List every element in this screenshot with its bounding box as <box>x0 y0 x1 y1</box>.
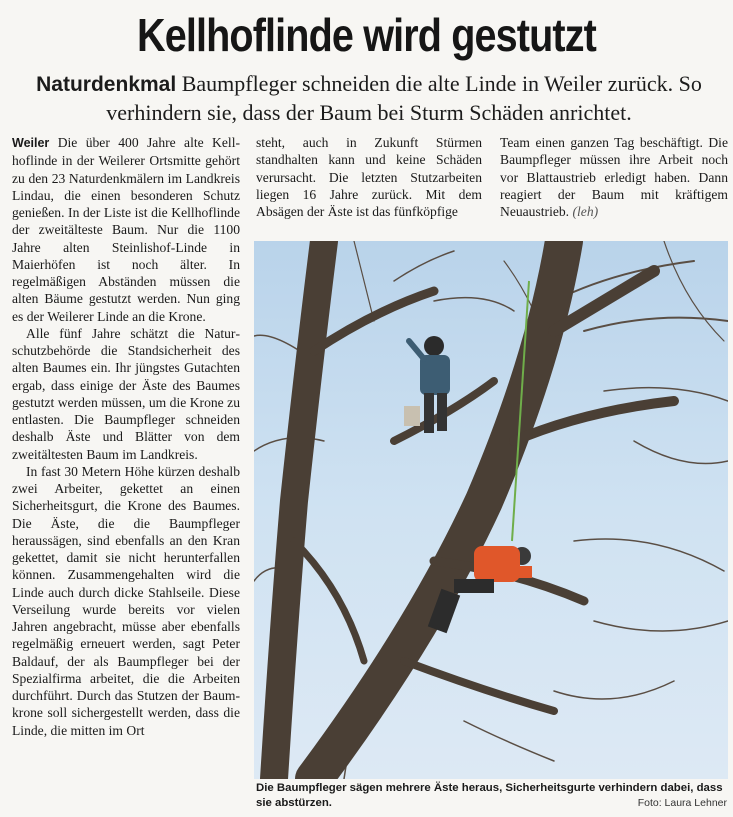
photo-caption: Die Baumpfleger sägen mehrere Äste heraus, Sicherheitsgurte verhindern dabei, dass sie abstürzen. <box>256 782 723 809</box>
author-signature: (leh) <box>572 204 599 219</box>
column-3-text: Team einen ganzen Tag beschäftigt. Die Baumpfleger müssen ihre Arbeit noch vor Blattaustrieb erledigt haben. Dann reagiert der Baum mit kräftigem Neuaustrieb. <box>500 135 728 219</box>
article-column-2 <box>256 134 482 226</box>
paragraph-2: Alle fünf Jahre schätzt die Naturschutzbehörde die Standsicherheit des alten Baumes ein. Ihr jüngstes Gutachten ergab, dass einige der Äste des Baumes gestutzt werden müssen, um die Krone zu entlasten. Die Baumpfleger schneiden deshalb Äste und Blätter von dem zweitältesten Baum im Landkreis. <box>12 325 240 462</box>
column-3-paragraph <box>500 134 728 220</box>
article-column-1 <box>12 134 240 817</box>
kicker: Naturdenkmal <box>36 73 177 96</box>
column-2-text: steht, auch in Zukunft Stürmen standhalten kann und keine Schäden verursacht. Die letzten Stutzarbeiten liegen 16 Jahre zurück. Mit dem Absägen der Äste ist das fünfköpfige <box>256 135 482 219</box>
paragraph-3: In fast 30 Metern Höhe kürzen deshalb zwei Arbeiter, gekettet an einen Sicherheitsgurt, die Krone des Baumes. Die Äste, die die Baumpfleger heraussägen, sind ebenfalls an den Kran gekettet, damit sie nicht herunterfallen können. Zusammengehalten wird die Linde auch durch dicke Stahlseile. Diese Verseilung wurde bereits vor vielen Jahren angebracht, müsse aber ebenfalls regelmäßig erneuert werden, sagt Peter Baldauf, der als Baumpfleger bei der Spezialfirma arbeitet, die die Arbeiten durchführt. Durch das Stutzen der Baumkrone soll sichergestellt werden, dass die Linde, die mitten im Ort <box>12 463 240 738</box>
article-column-3 <box>500 134 728 226</box>
tree-illustration <box>254 241 728 779</box>
paragraph-1-text: Die über 400 Jahre alte Kellhoflinde in der Weilerer Ortsmitte gehört zu den 23 Naturdenkmälern im Landkreis Lindau, die einen besonderen Schutz genießen. In der Liste ist die Kellhoflinde der zweitälteste Baum. Nur die 1100 Jahre alten Steinlishof-Linde in Maierhöfen ist noch älter. In regelmäßigen Abständen müssen die alten Bäume gestutzt werden. Nun ging es der Weilerer Linde an die Krone. <box>12 135 240 324</box>
dateline: Weiler <box>12 136 50 150</box>
headline: Kellhoflinde wird gestutzt <box>137 9 596 61</box>
paragraph-1 <box>12 134 240 325</box>
tree-photo <box>254 241 728 779</box>
subheadline <box>10 70 728 127</box>
photo-credit: Foto: Laura Lehner <box>637 797 727 809</box>
subhead-text: Baumpfleger schneiden die alte Linde in Weiler zurück. So verhindern sie, dass der Baum bei Sturm Schäden anrichtet. <box>106 71 702 125</box>
